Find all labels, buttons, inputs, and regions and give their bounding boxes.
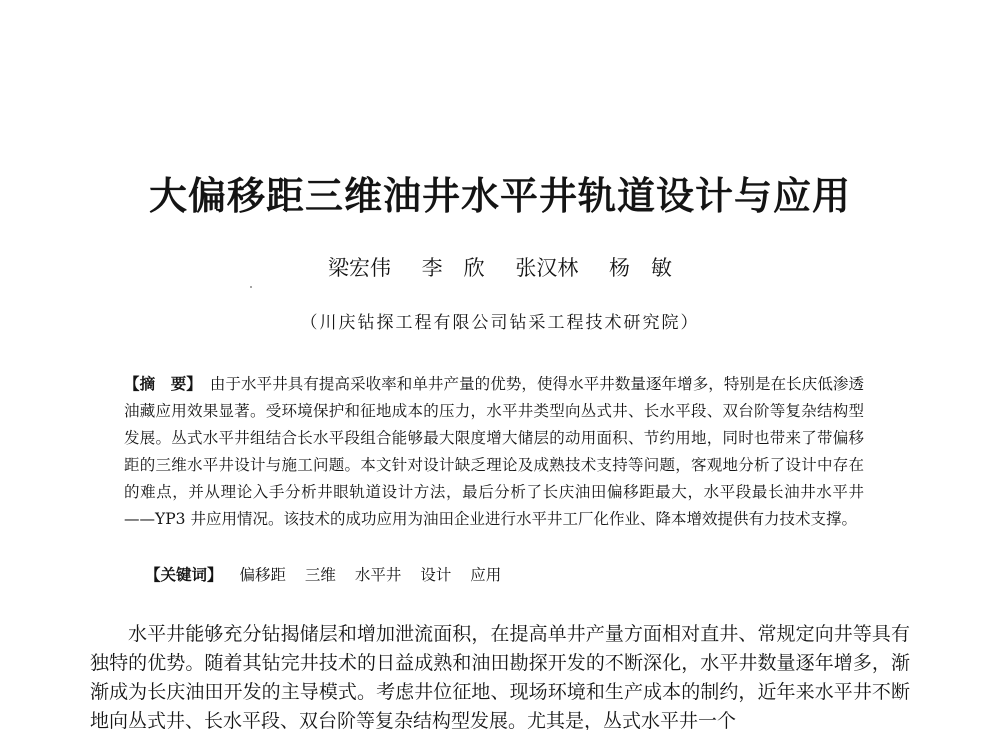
- keyword: 应用: [470, 566, 502, 584]
- author-name: 张汉林: [515, 256, 579, 280]
- body-paragraph: 水平井能够充分钻揭储层和增加泄流面积，在提高单井产量方面相对直井、常规定向井等具有独特的优势。随着其钻完井技术的日益成熟和油田勘探开发的不断深化，水平井数量逐年增多，渐渐成为长庆油田开发的主导模式。考虑井位征地、现场环境和生产成本的制约，近年来水平井不断地向丛式井、长水平段、双台阶等复杂结构型发展。尤其是，丛式水平井一个: [90, 623, 910, 730]
- author-name: 梁宏伟: [327, 256, 391, 280]
- abstract-label: 【摘 要】: [124, 374, 202, 393]
- keywords: [145, 561, 865, 589]
- author-name: 李 欣: [421, 256, 485, 280]
- affiliation: （川庆钻探工程有限公司钻采工程技术研究院）: [300, 313, 700, 333]
- keywords-label: 【关键词】: [145, 565, 223, 584]
- author-name: 杨 敏: [609, 256, 673, 280]
- keyword: 三维: [304, 566, 336, 584]
- scan-speck: [250, 286, 252, 288]
- abstract: [124, 370, 864, 533]
- paper-title: 大偏移距三维油井水平井轨道设计与应用: [148, 173, 851, 218]
- keyword: 偏移距: [239, 566, 286, 584]
- author-list: [0, 253, 1000, 283]
- keyword: 设计: [420, 566, 452, 584]
- keyword: 水平井: [354, 566, 402, 584]
- abstract-text: 由于水平井具有提高采收率和单井产量的优势，使得水平井数量逐年增多，特别是在长庆低渗透油藏应用效果显著。受环境保护和征地成本的压力，水平井类型向丛式井、长水平段、双台阶等复杂结构型发展。丛式水平井组结合长水平段组合能够最大限度增大储层的动用面积、节约用地，同时也带来了带偏移距的三维水平井设计与施工问题。本文针对设计缺乏理论及成熟技术支持等问题，客观地分析了设计中存在的难点，并从理论入手分析井眼轨道设计方法，最后分析了长庆油田偏移距最大，水平段最长油井水平井——YP3 井应用情况。该技术的成功应用为油田企业进行水平井工厂化作业、降本增效提供有力技术支撑。: [124, 375, 864, 528]
